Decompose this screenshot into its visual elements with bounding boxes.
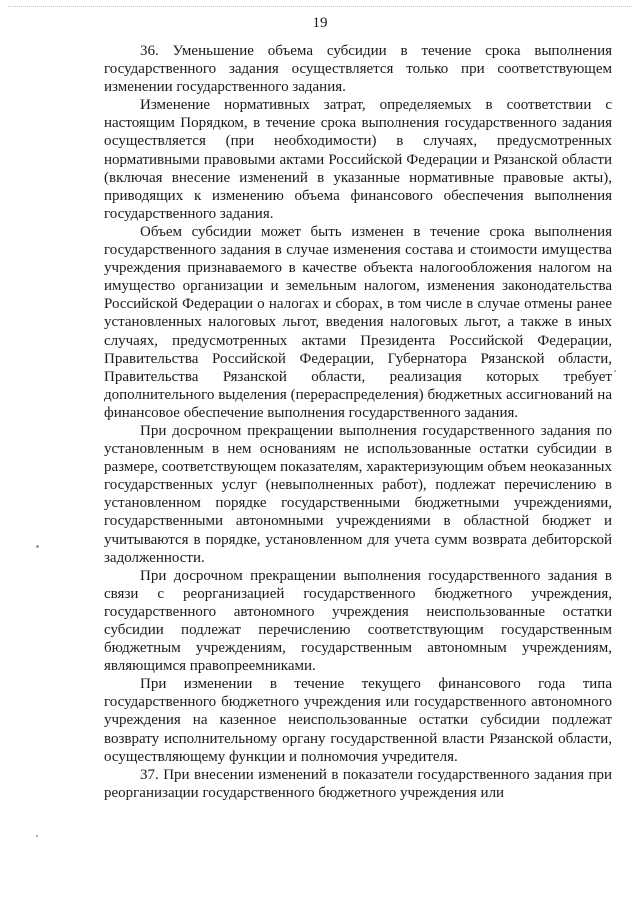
scan-speck: [36, 835, 38, 837]
scan-speck: [36, 545, 39, 548]
document-body: [104, 42, 612, 802]
paragraph-type-change: При изменении в течение текущего финансового года типа государственного бюджетного учреждения или государственного автономного учреждения на казенное неиспользованные остатки субсидии подлежат возврату исполнительному органу государственной власти Рязанской области, осуществляющему функции и полномочия учредителя.: [104, 676, 612, 765]
paragraph-early-termination: При досрочном прекращении выполнения государственного задания по установленным в нем основаниям не использованные остатки субсидии в размере, соответствующем показателям, характеризующим объем неоказанных государственных услуг (невыполненных работ), подлежат перечислению в установленном порядке государственными бюджетными учреждениями, государственными автономными учреждениями в областной бюджет и учитываются в порядке, установленном для учета сумм возврата дебиторской задолженности.: [104, 422, 612, 566]
paragraph-36: 36. Уменьшение объема субсидии в течение срока выполнения государственного задания осуществляется только при соответствующем изменении государственного задания.: [104, 43, 612, 96]
scan-speck: [614, 370, 616, 372]
page-number: 19: [312, 15, 328, 31]
paragraph-37: 37. При внесении изменений в показатели государственного задания при реорганизации государственного бюджетного учреждения или: [104, 766, 612, 801]
paragraph-reorganization: При досрочном прекращении выполнения государственного задания в связи с реорганизацией государственного бюджетного учреждения, государственного автономного учреждения неиспользованные остатки субсидии подлежат перечислению соответствующим государственным бюджетным учреждениям, государственным автономным учреждениям, являющимся правопреемниками.: [104, 567, 612, 675]
paragraph-subsidy-change: Объем субсидии может быть изменен в течение срока выполнения государственного задания в случае изменения состава и стоимости имущества учреждения признаваемого в качестве объекта налогообложения налогом на имущество организации и земельным налогом, изменения законодательства Российской Федерации о налогах и сборах, в том числе в случае отмены ранее установленных налоговых льгот, введения налоговых льгот, а также в иных случаях, предусмотренных актами Президента Российской Федерации, Правительства Российской Федерации, Губернатора Рязанской области, Правительства Рязанской области, реализация которых требует дополнительного выделения (перераспределения) бюджетных ассигнований на финансовое обеспечение выполнения государственного задания.: [104, 223, 612, 421]
scan-edge-noise: [8, 6, 632, 10]
paragraph-normative-costs: Изменение нормативных затрат, определяемых в соответствии с настоящим Порядком, в течение срока выполнения государственного задания осуществляется (при необходимости) в случаях, предусмотренных нормативными правовыми актами Российской Федерации и Рязанской области (включая внесение изменений в указанные нормативные правовые акты), приводящих к изменению объема финансового обеспечения выполнения государственного задания.: [104, 97, 612, 222]
